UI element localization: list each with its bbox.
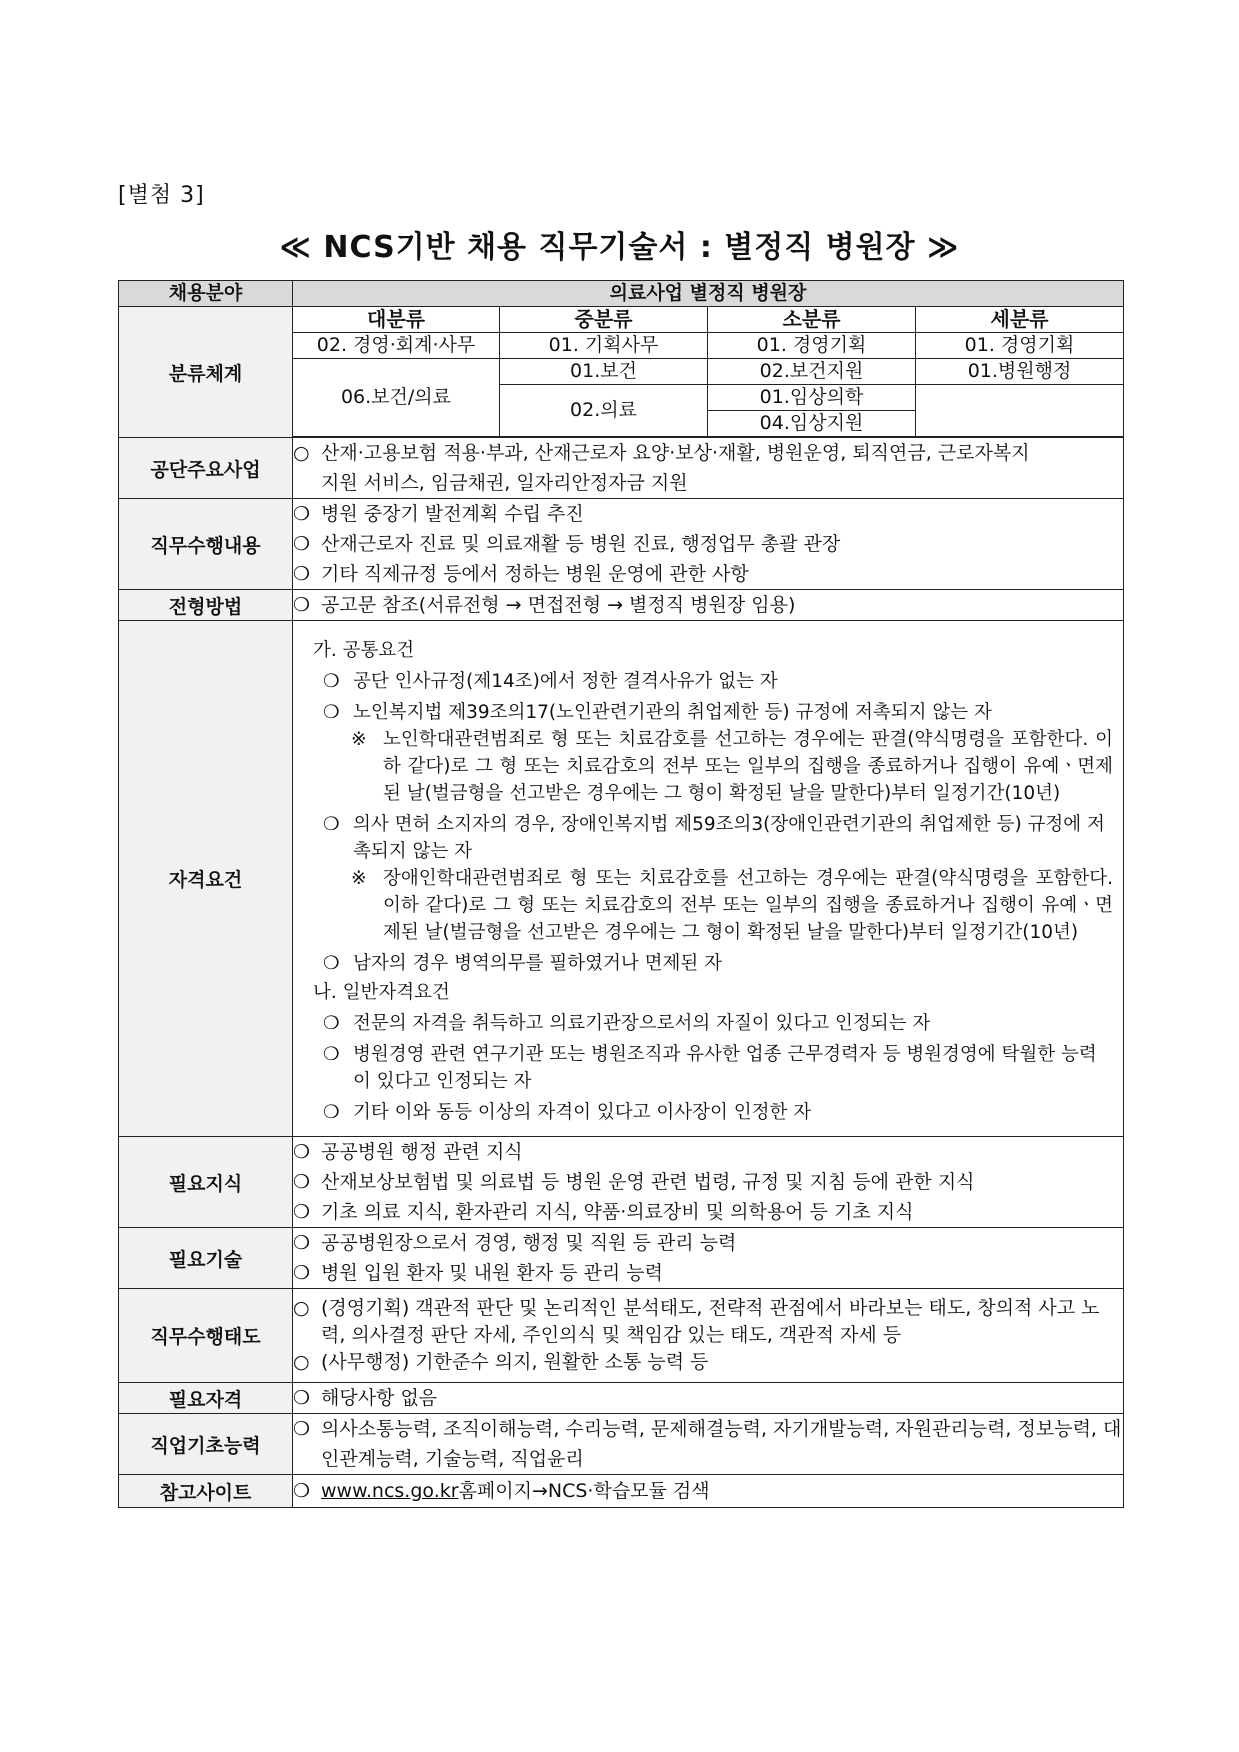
bullet-marker: ❍ [293,1262,311,1284]
class-detail-empty [916,385,1124,437]
requirement-item: 기타 이와 동등 이상의 자격이 있다고 이사장이 인정한 자 [353,1102,812,1123]
certification-label: 필요자격 [119,1383,293,1414]
bullet-marker: ❍ [293,594,311,616]
knowledge-item: 공공병원 행정 관련 지식 [321,1141,523,1163]
skill-item: 공공병원장으로서 경영, 행정 및 직원 등 관리 능력 [321,1232,737,1254]
requirement-item: 공단 인사규정(제14조)에서 정한 결격사유가 없는 자 [353,671,778,692]
bullet-marker: ❍ [323,1013,340,1034]
classification-label: 분류체계 [119,307,293,438]
skills-content [293,1228,1124,1289]
class-mid-3: 02.의료 [500,385,708,437]
attitude-text-2: (사무행정) 기한준수 의지, 원활한 소통 능력 등 [321,1351,709,1373]
class-mid-2: 01.보건 [500,359,708,385]
skills-row [119,1228,1124,1289]
bullet-marker: ❍ [293,1232,311,1254]
class-detail-2: 01.병원행정 [916,359,1124,385]
bullet-marker: ❍ [293,1141,311,1163]
bullet-marker: ○ [293,1351,310,1373]
bullet-marker: ❍ [323,671,340,692]
screening-row [119,590,1124,621]
bullet-marker: ❍ [293,503,311,525]
knowledge-row [119,1137,1124,1228]
reference-content [293,1475,1124,1508]
annex-label: [별첨 3] [118,183,205,208]
basic-label: 직업기초능력 [119,1414,293,1475]
bullet-marker: ❍ [293,1387,311,1409]
duty-item: 병원 중장기 발전계획 수립 추진 [321,503,584,525]
duties-label: 직무수행내용 [119,499,293,590]
bullet-marker: ❍ [293,1171,311,1193]
header-detail: 세분류 [916,307,1124,333]
reference-label: 참고사이트 [119,1475,293,1508]
reference-suffix: 홈페이지→NCS·학습모듈 검색 [458,1480,710,1502]
certification-row [119,1383,1124,1414]
requirement-item: 병원경영 관련 연구기관 또는 병원조직과 유사한 업종 근무경력자 등 병원경영에 탁월한 능력이 있다고 인정되는 자 [353,1044,1097,1092]
note-marker: ※ [351,868,367,889]
duties-content [293,499,1124,590]
class-sub-3: 01.임상의학 [708,385,916,411]
skills-label: 필요기술 [119,1228,293,1289]
header-major: 대분류 [293,307,500,333]
class-major-2: 06.보건/의료 [293,359,500,437]
skill-item: 병원 입원 환자 및 내원 환자 등 관리 능력 [321,1262,663,1284]
section-heading: 가. 공통요건 [313,640,415,661]
section-heading: 나. 일반자격요건 [313,982,450,1003]
job-description-table [118,280,1124,1508]
screening-label: 전형방법 [119,590,293,621]
bullet-marker: ❍ [323,814,340,835]
classification-header-row [119,307,1124,333]
duty-item: 기타 직제규정 등에서 정하는 병원 운영에 관한 사항 [321,563,749,585]
bullet-marker: ❍ [293,1418,311,1440]
certification-text: 해당사항 없음 [321,1387,438,1409]
reference-row [119,1475,1124,1508]
bullet-marker: ❍ [293,563,311,585]
basic-content [293,1414,1124,1475]
requirement-item: 남자의 경우 병역의무를 필하였거나 면제된 자 [353,953,722,974]
document-title: ≪ NCS기반 채용 직무기술서 : 별정직 병원장 ≫ [279,230,960,265]
field-value: 의료사업 별정직 병원장 [293,281,1124,307]
bullet-marker: ❍ [323,702,340,723]
class-sub-2: 02.보건지원 [708,359,916,385]
bullet-marker: ❍ [323,953,340,974]
requirement-item: 전문의 자격을 취득하고 의료기관장으로서의 자질이 있다고 인정되는 자 [353,1013,931,1034]
header-mid: 중분류 [500,307,708,333]
screening-content [293,590,1124,621]
knowledge-content [293,1137,1124,1228]
bullet-marker: ❍ [293,1201,311,1223]
qualifications-label: 자격요건 [119,621,293,1137]
requirement-note: 장애인학대관련범죄로 형 또는 치료감호를 선고하는 경우에는 판결(약식명령을 포함한다. 이하 같다)로 그 형 또는 치료감호의 전부 또는 일부의 집행을 종료하거나 집행이 유예ㆍ면제된 날(벌금형을 선고받은 경우에는 그 형이 확정된 날을 말한다)부터 일정기간(10년) [383,868,1114,943]
requirement-item: 노인복지법 제39조의17(노인관련기관의 취업제한 등) 규정에 저촉되지 않는 자 [353,702,992,723]
field-row [119,281,1124,307]
class-mid-1: 01. 기획사무 [500,333,708,359]
bullet-marker: ○ [293,1297,310,1319]
business-text-2: 지원 서비스, 임금채권, 일자리안정자금 지원 [321,472,688,494]
attitude-content [293,1289,1124,1383]
requirement-item: 의사 면허 소지자의 경우, 장애인복지법 제59조의3(장애인관련기관의 취업제한 등) 규정에 저촉되지 않는 자 [353,814,1105,862]
qualifications-content [293,621,1124,1137]
certification-content [293,1383,1124,1414]
note-marker: ※ [351,729,367,750]
field-label: 채용분야 [119,281,293,307]
screening-text: 공고문 참조(서류전형 → 면접전형 → 별정직 병원장 임용) [321,594,796,616]
basic-competency-row [119,1414,1124,1475]
business-label: 공단주요사업 [119,438,293,499]
class-sub-1: 01. 경영기획 [708,333,916,359]
bullet-marker: ❍ [293,1480,311,1502]
bullet-marker: ○ [293,442,310,464]
attitude-row [119,1289,1124,1383]
bullet-marker: ❍ [323,1102,340,1123]
header-sub: 소분류 [708,307,916,333]
attitude-text-1: (경영기획) 객관적 판단 및 논리적인 분석태도, 전략적 관점에서 바라보는 태도, 창의적 사고 노력, 의사결정 판단 자세, 주인의식 및 책임감 있는 태도, 객관적 자세 등 [321,1297,1100,1346]
business-row [119,438,1124,499]
bullet-marker: ❍ [293,533,311,555]
ncs-site-link[interactable]: www.ncs.go.kr [321,1480,459,1502]
qualifications-row [119,621,1124,1137]
knowledge-item: 기초 의료 지식, 환자관리 지식, 약품·의료장비 및 의학용어 등 기초 지식 [321,1201,914,1223]
basic-text: 의사소통능력, 조직이해능력, 수리능력, 문제해결능력, 자기개발능력, 자원관리능력, 정보능력, 대인관계능력, 기술능력, 직업윤리 [321,1418,1122,1470]
business-text-1: 산재·고용보험 적용·부과, 산재근로자 요양·보상·재활, 병원운영, 퇴직연금, 근로자복지 [321,442,1030,464]
class-detail-1: 01. 경영기획 [916,333,1124,359]
knowledge-label: 필요지식 [119,1137,293,1228]
requirement-note: 노인학대관련범죄로 형 또는 치료감호를 선고하는 경우에는 판결(약식명령을 포함한다. 이하 같다)로 그 형 또는 치료감호의 전부 또는 일부의 집행을 종료하거나 집행이 유예ㆍ면제된 날(벌금형을 선고받은 경우에는 그 형이 확정된 날을 말한다)부터 일정기간(10년) [383,729,1114,804]
class-sub-4: 04.임상지원 [708,411,916,437]
class-major-1: 02. 경영·회계·사무 [293,333,500,359]
business-content [293,438,1124,499]
knowledge-item: 산재보상보험법 및 의료법 등 병원 운영 관련 법령, 규정 및 지침 등에 관한 지식 [321,1171,975,1193]
duty-item: 산재근로자 진료 및 의료재활 등 병원 진료, 행정업무 총괄 관장 [321,533,841,555]
attitude-label: 직무수행태도 [119,1289,293,1383]
duties-row [119,499,1124,590]
bullet-marker: ❍ [323,1044,340,1065]
